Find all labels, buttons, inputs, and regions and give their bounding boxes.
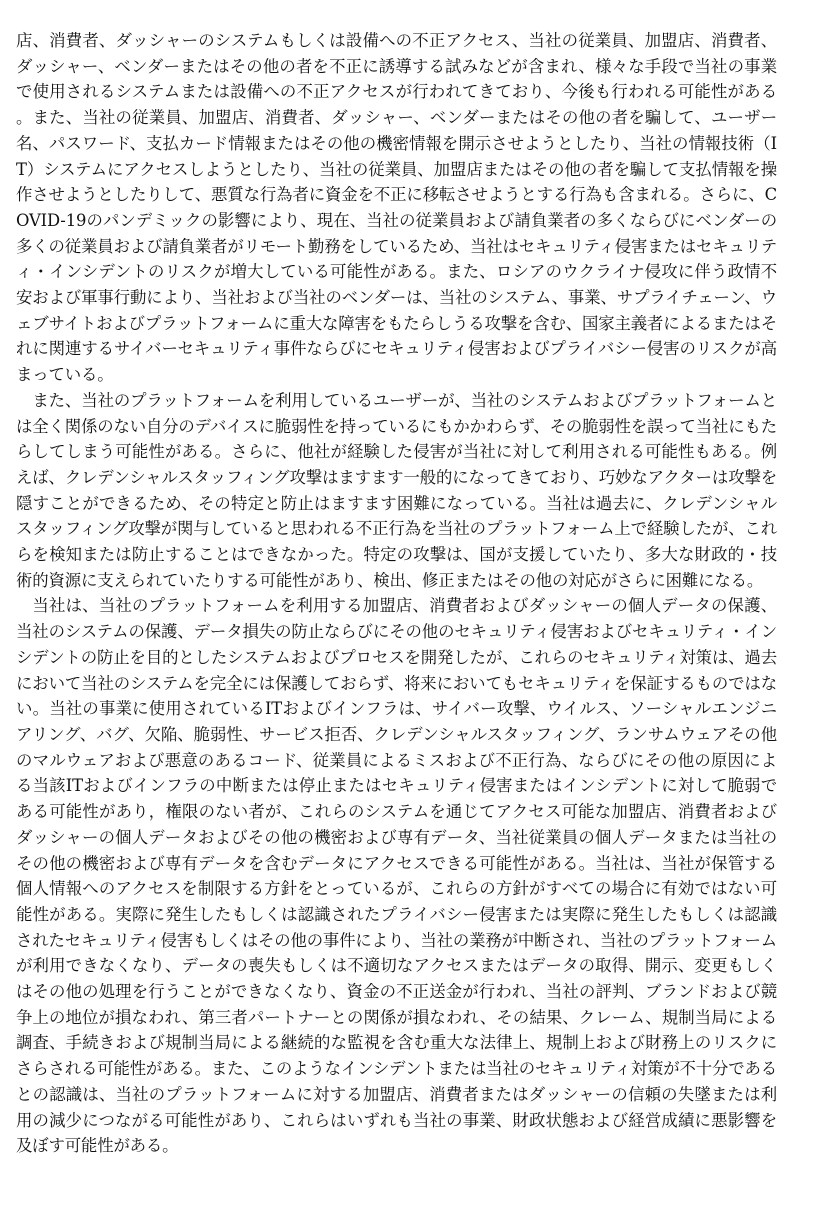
paragraph-security-measures: 当社は、当社のプラットフォームを利用する加盟店、消費者およびダッシャーの個人データの保護、当社のシステムの保護、データ損失の防止ならびにその他のセキュリティ侵害およびセキュリティ・インシデントの防止を目的としたシステムおよびプロセスを開発したが、これらのセキュリティ対策は、過去において当社のシステムを完全には保護しておらず、将来においてもセキュリティを保証するものではない。当社の事業に使用されているITおよびインフラは、サイバー攻撃、ウイルス、ソーシャルエンジニアリング、バグ、欠陥、脆弱性、サービス拒否、クレデンシャルスタッフィング、ランサムウェアその他のマルウェアおよび悪意のあるコード、従業員によるミスおよび不正行為、ならびにその他の原因による当該ITおよびインフラの中断または停止またはセキュリティ侵害またはインシデントに対して脆弱である可能性があり，権限のない者が、これらのシステムを通じてアクセス可能な加盟店、消費者およびダッシャーの個人データおよびその他の機密および専有データ、当社従業員の個人データまたは当社のその他の機密および専有データを含むデータにアクセスできる可能性がある。当社は、当社が保管する個人情報へのアクセスを制限する方針をとっているが、これらの方針がすべての場合に有効ではない可能性がある。実際に発生したもしくは認識されたプライバシー侵害または実際に発生したもしくは認識されたセキュリティ侵害もしくはその他の事件により、当社の業務が中断され、当社のプラットフォームが利用できなくなり、データの喪失もしくは不適切なアクセスまたはデータの取得、開示、変更もしくはその他の処理を行うことができなくなり、資金の不正送金が行われ、当社の評判、ブランドおよび競争上の地位が損なわれ、第三者パートナーとの関係が損なわれ、その結果、クレーム、規制当局による調査、手続きおよび規制当局による継続的な監視を含む重大な法律上、規制上および財務上のリスクにさらされる可能性がある。また、このようなインシデントまたは当社のセキュリティ対策が不十分であるとの認識は、当社のプラットフォームに対する加盟店、消費者またはダッシャーの信頼の失墜または利用の減少につながる可能性があり、これらはいずれも当社の事業、財政状態および経営成績に悪影響を及ぼす可能性がある。 — [16, 596, 778, 1156]
paragraph-cyberattack-methods: 店、消費者、ダッシャーのシステムもしくは設備への不正アクセス、当社の従業員、加盟店、消費者、ダッシャー、ベンダーまたはその他の者を不正に誘導する試みなどが含まれ、様々な手段で当社の事業で使用されるシステムまたは設備への不正アクセスが行われてきており、今後も行われる可能性がある。また、当社の従業員、加盟店、消費者、ダッシャー、ベンダーまたはその他の者を騙して、ユーザー名、パスワード、支払カード情報またはその他の機密情報を開示させようとしたり、当社の情報技術（IT）システムにアクセスしようとしたり、当社の従業員、加盟店またはその他の者を騙して支払情報を操作させようとしたりして、悪質な行為者に資金を不正に移転させようとする行為も含まれる。さらに、COVID-19のパンデミックの影響により、現在、当社の従業員および請負業者の多くならびにベンダーの多くの従業員および請負業者がリモート勤務をしているため、当社はセキュリティ侵害またはセキュリティ・インシデントのリスクが増大している可能性がある。また、ロシアのウクライナ侵攻に伴う政情不安および軍事行動により、当社および当社のベンダーは、当社のシステム、事業、サプライチェーン、ウェブサイトおよびプラットフォームに重大な障害をもたらしうる攻撃を含む、国家主義者によるまたはそれに関連するサイバーセキュリティ事件ならびにセキュリティ侵害およびプライバシー侵害のリスクが高まっている。 — [16, 31, 777, 385]
paragraph-user-device-vulnerabilities: また、当社のプラットフォームを利用しているユーザーが、当社のシステムおよびプラットフォームとは全く関係のない自分のデバイスに脆弱性を持っているにもかかわらず、その脆弱性を誤って当社にもたらしてしまう可能性がある。さらに、他社が経験した侵害が当社に対して利用される可能性もある。例えば、クレデンシャルスタッフィング攻撃はますます一般的になってきており、巧妙なアクターは攻撃を隠すことができるため、その特定と防止はますます困難になっている。当社は過去に、クレデンシャルスタッフィング攻撃が関与していると思われる不正行為を当社のプラットフォーム上で経験したが、これらを検知または防止することはできなかった。特定の攻撃は、国が支援していたり、多大な財政的・技術的資源に支えられていたりする可能性があり、検出、修正またはその他の対応がさらに困難になる。 — [16, 390, 777, 590]
